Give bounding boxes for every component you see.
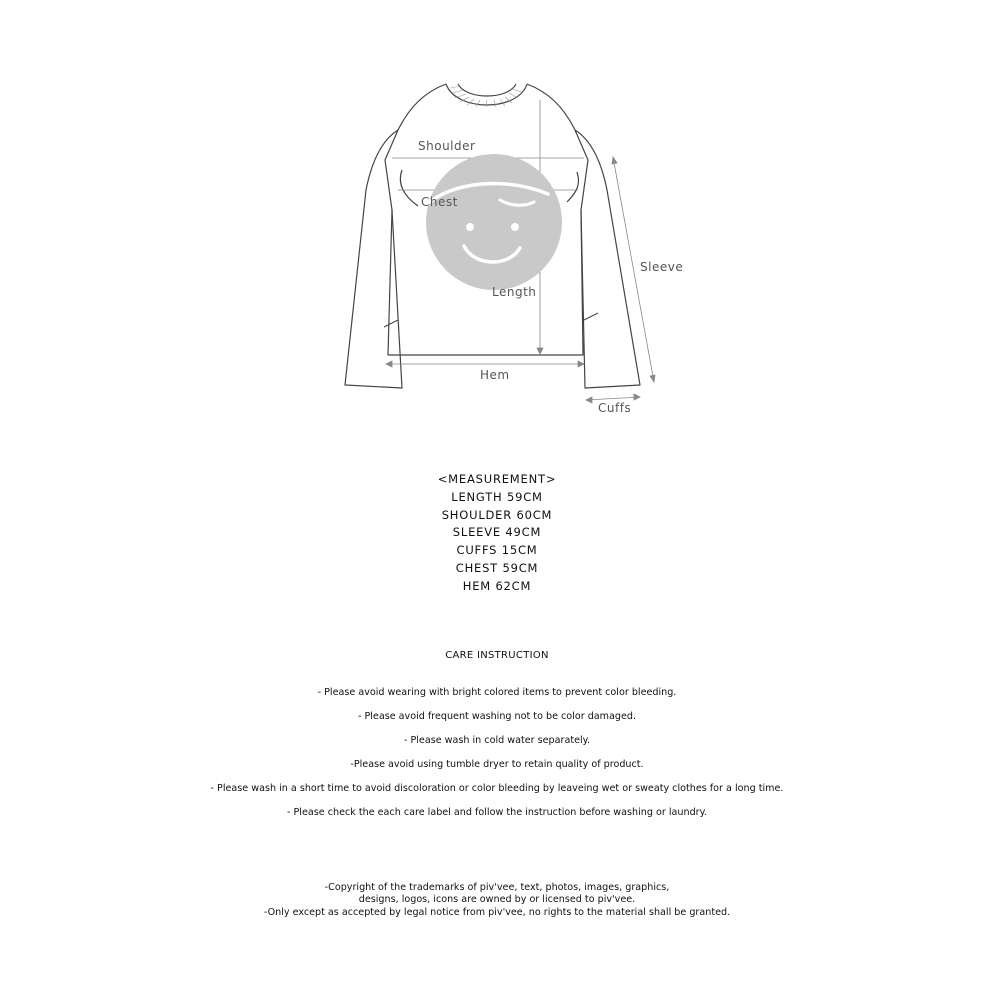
copyright-line: designs, logos, icons are owned by or licensed to piv'vee. xyxy=(358,894,636,906)
copyright-line: -Only except as accepted by legal notice from piv'vee, no rights to the material shall be granted. xyxy=(263,906,731,918)
label-shoulder: Shoulder xyxy=(418,139,476,153)
label-hem: Hem xyxy=(480,368,510,382)
care-item: - Please wash in cold water separately. xyxy=(403,735,591,746)
measurement-length: LENGTH 59CM xyxy=(451,489,543,504)
care-item: - Please check the each care label and follow the instruction before washing or laundry. xyxy=(287,807,707,818)
measurement-block xyxy=(0,471,994,596)
measurement-title: <MEASUREMENT> xyxy=(437,472,557,486)
label-cuffs: Cuffs xyxy=(598,401,632,415)
left-sleeve xyxy=(345,130,402,388)
collar-inner xyxy=(458,84,516,96)
care-item: -Please avoid using tumble dryer to retain quality of product. xyxy=(350,759,644,770)
copyright-line: -Copyright of the trademarks of piv'vee, text, photos, images, graphics, xyxy=(324,882,670,893)
smiley-logo-icon xyxy=(420,154,562,290)
care-item: - Please wash in a short time to avoid discoloration or color bleeding by leaveing wet or sweaty clothes for a long time. xyxy=(210,783,784,794)
label-length: Length xyxy=(492,285,537,299)
cuff-marks xyxy=(384,313,598,327)
cuffs-measure-line xyxy=(586,397,640,400)
label-sleeve: Sleeve xyxy=(640,260,684,274)
left-sleeve-fold xyxy=(400,170,418,206)
copyright-notice xyxy=(0,882,994,919)
measurement-chest: CHEST 59CM xyxy=(455,560,539,575)
care-item: - Please avoid wearing with bright colored items to prevent color bleeding. xyxy=(317,687,677,698)
care-item: - Please avoid frequent washing not to be color damaged. xyxy=(357,711,637,722)
measurement-sleeve: SLEEVE 49CM xyxy=(452,525,542,540)
care-instruction-title: CARE INSTRUCTION xyxy=(445,650,549,661)
measurement-shoulder: SHOULDER 60CM xyxy=(441,507,553,522)
label-chest: Chest xyxy=(421,195,458,209)
right-sleeve-fold xyxy=(567,172,579,202)
garment-diagram xyxy=(0,0,994,440)
measurement-cuffs: CUFFS 15CM xyxy=(456,543,538,558)
right-sleeve xyxy=(575,130,640,388)
care-instruction-list xyxy=(0,686,994,830)
measurement-hem: HEM 62CM xyxy=(462,578,532,593)
